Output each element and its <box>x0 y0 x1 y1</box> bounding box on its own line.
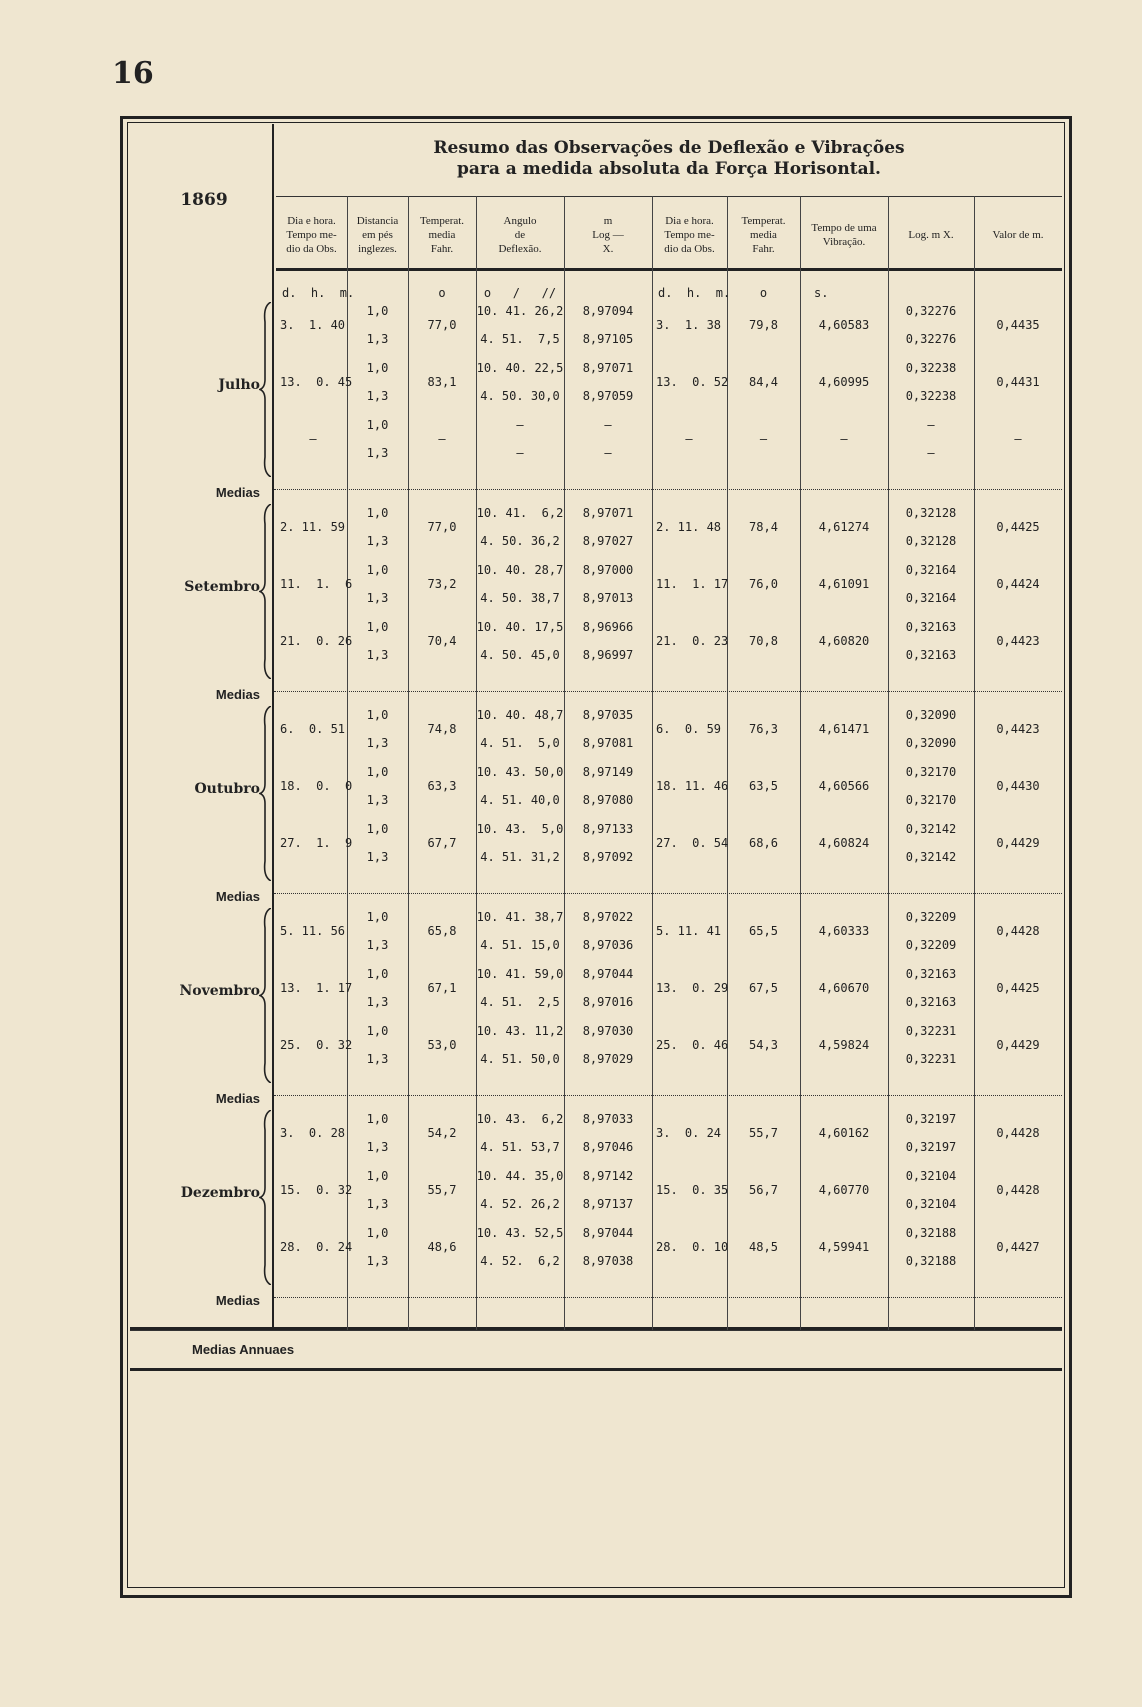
log-value: 8,97137 <box>582 1197 634 1211</box>
log-mx-value: 0,32090 <box>905 708 957 722</box>
temp-value: 67,5 <box>749 981 778 995</box>
angle-value: 4. 51. 40,0 <box>480 793 560 807</box>
column-header <box>974 206 1062 264</box>
log-mx-value: 0,32170 <box>905 765 957 779</box>
angle-value: 10. 43. 52,5 <box>476 1226 564 1240</box>
log-mx-value: 0,32164 <box>905 563 957 577</box>
temp-value: 56,7 <box>749 1183 778 1197</box>
m-value: 0,4430 <box>996 779 1040 793</box>
distance-value: 1,3 <box>366 648 389 662</box>
vibration-time: 4,61091 <box>818 577 870 591</box>
month-label: Setembro <box>184 579 260 595</box>
month-label: Julho <box>218 377 260 393</box>
page-number: 16 <box>112 56 154 91</box>
log-mx-value: 0,32163 <box>905 967 957 981</box>
table-bottom-thick <box>130 1327 1062 1330</box>
column-divider <box>800 196 801 1330</box>
log-value: 8,97016 <box>582 995 634 1009</box>
log-mx-value: 0,32209 <box>905 910 957 924</box>
m-value: 0,4428 <box>996 1183 1040 1197</box>
temp-value: 79,8 <box>749 318 778 332</box>
unit-dhm: d. h. m. <box>658 286 731 300</box>
angle-value: 4. 50. 45,0 <box>480 648 560 662</box>
obs-datetime: 6. 0. 59 <box>656 722 722 736</box>
angle-value: 10. 43. 11,2 <box>476 1024 564 1038</box>
distance-value: 1,0 <box>366 1226 389 1240</box>
column-header <box>727 206 800 264</box>
distance-value: 1,3 <box>366 995 389 1009</box>
column-header-line: dio da Obs. <box>664 243 715 255</box>
distance-value: 1,0 <box>366 418 389 432</box>
obs-datetime: 3. 0. 28 <box>280 1126 346 1140</box>
temp-value: 70,4 <box>427 634 457 648</box>
column-header-line: Deflexão. <box>498 243 542 255</box>
obs-datetime: 21. 0. 23 <box>656 634 729 648</box>
m-value: 0,4429 <box>996 836 1040 850</box>
log-value: 8,97071 <box>582 361 634 375</box>
column-header-line: em pés <box>362 229 393 241</box>
column-header-line: Fahr. <box>752 243 775 255</box>
log-value: 8,97000 <box>582 563 634 577</box>
log-value: 8,96966 <box>582 620 634 634</box>
vibration-time: 4,60670 <box>818 981 870 995</box>
angle-value: 10. 43. 5,0 <box>476 822 564 836</box>
vibration-time: 4,61471 <box>818 722 870 736</box>
distance-value: 1,0 <box>366 1169 389 1183</box>
distance-value: 1,3 <box>366 1197 389 1211</box>
column-header <box>408 206 476 264</box>
distance-value: 1,3 <box>366 1052 389 1066</box>
distance-value: 1,3 <box>366 793 389 807</box>
column-header-line: dio da Obs. <box>286 243 337 255</box>
column-header <box>276 206 347 264</box>
column-header-line: Dia e hora. <box>287 215 336 227</box>
column-header-line: Temperat. <box>419 215 465 227</box>
title-line-2: para a medida absoluta da Força Horisontal. <box>457 159 881 179</box>
medias-dotted-rule <box>274 893 1062 894</box>
log-mx-value: — <box>927 446 935 460</box>
obs-datetime: 11. 1. 17 <box>656 577 729 591</box>
log-value: 8,97059 <box>582 389 634 403</box>
m-value: 0,4425 <box>996 520 1040 534</box>
temp-value: — <box>438 432 446 446</box>
obs-datetime: 28. 0. 24 <box>280 1240 353 1254</box>
log-value: 8,97038 <box>582 1254 634 1268</box>
angle-value: 4. 51. 50,0 <box>480 1052 560 1066</box>
angle-value: 4. 51. 15,0 <box>480 938 560 952</box>
log-mx-value: — <box>927 418 935 432</box>
month-label: Novembro <box>179 983 260 999</box>
header-rule-top <box>276 196 1062 197</box>
distance-value: 1,0 <box>366 620 389 634</box>
log-value: 8,97030 <box>582 1024 634 1038</box>
log-mx-value: 0,32170 <box>905 793 957 807</box>
log-value: 8,97142 <box>582 1169 634 1183</box>
angle-value: 10. 40. 48,7 <box>476 708 564 722</box>
obs-datetime: 25. 0. 32 <box>280 1038 353 1052</box>
obs-datetime: 27. 1. 9 <box>280 836 353 850</box>
table-title <box>276 138 1062 180</box>
distance-value: 1,3 <box>366 446 389 460</box>
log-value: 8,97033 <box>582 1112 634 1126</box>
unit-seconds: s. <box>814 286 829 300</box>
column-header-line: media <box>750 229 777 241</box>
angle-value: 4. 51. 31,2 <box>480 850 560 864</box>
angle-value: 10. 40. 17,5 <box>476 620 564 634</box>
distance-value: 1,0 <box>366 1024 389 1038</box>
column-header-line: Vibração. <box>822 236 866 248</box>
unit-temp: o <box>438 286 446 300</box>
temp-value: 76,3 <box>749 722 778 736</box>
temp-value: 63,3 <box>427 779 457 793</box>
log-value: 8,97022 <box>582 910 634 924</box>
distance-value: 1,0 <box>366 708 389 722</box>
obs-datetime: 5. 11. 56 <box>280 924 346 938</box>
unit-angle: o / // <box>483 286 557 300</box>
medias-dotted-rule <box>274 691 1062 692</box>
obs-datetime: 18. 11. 46 <box>656 779 729 793</box>
distance-value: 1,0 <box>366 304 389 318</box>
temp-value: 65,8 <box>427 924 457 938</box>
log-mx-value: 0,32209 <box>905 938 957 952</box>
temp-value: 65,5 <box>749 924 778 938</box>
m-value: 0,4428 <box>996 1126 1040 1140</box>
log-value: 8,97046 <box>582 1140 634 1154</box>
log-mx-value: 0,32163 <box>905 648 957 662</box>
angle-value: 4. 50. 36,2 <box>480 534 560 548</box>
angle-value: 4. 51. 7,5 <box>480 332 560 346</box>
annual-rule <box>130 1368 1062 1371</box>
distance-value: 1,3 <box>366 332 389 346</box>
temp-value: 55,7 <box>749 1126 778 1140</box>
temp-value: 67,1 <box>427 981 457 995</box>
temp-value: 84,4 <box>749 375 778 389</box>
log-mx-value: 0,32276 <box>905 304 957 318</box>
obs-datetime: 15. 0. 32 <box>280 1183 353 1197</box>
obs-datetime: 25. 0. 46 <box>656 1038 729 1052</box>
obs-datetime: 28. 0. 10 <box>656 1240 729 1254</box>
angle-value: 10. 44. 35,0 <box>476 1169 564 1183</box>
log-value: 8,97149 <box>582 765 634 779</box>
angle-value: 4. 51. 2,5 <box>480 995 560 1009</box>
unit-dhm: d. h. m. <box>282 286 355 300</box>
temp-value: 63,5 <box>749 779 778 793</box>
m-value: 0,4435 <box>996 318 1040 332</box>
temp-value: 54,3 <box>749 1038 778 1052</box>
temp-value: 78,4 <box>749 520 778 534</box>
angle-value: 4. 52. 26,2 <box>480 1197 560 1211</box>
column-header <box>476 206 564 264</box>
column-header-line: inglezes. <box>358 243 397 255</box>
vibration-time: 4,60770 <box>818 1183 870 1197</box>
temp-value: — <box>759 432 768 446</box>
angle-value: — <box>516 446 524 460</box>
obs-datetime: — <box>309 432 317 446</box>
angle-value: 10. 41. 38,7 <box>476 910 564 924</box>
obs-datetime: 3. 1. 38 <box>656 318 722 332</box>
obs-datetime: 13. 1. 17 <box>280 981 353 995</box>
angle-value: 10. 40. 22,5 <box>476 361 564 375</box>
year-label: 1869 <box>180 190 228 210</box>
log-value: 8,97013 <box>582 591 634 605</box>
medias-label: Medias <box>215 485 260 500</box>
angle-value: 10. 40. 28,7 <box>476 563 564 577</box>
distance-value: 1,3 <box>366 736 389 750</box>
column-header-line: Tempo de uma <box>811 222 877 234</box>
column-header-line: Log — <box>592 229 624 241</box>
log-value: 8,97036 <box>582 938 634 952</box>
log-value: 8,97027 <box>582 534 634 548</box>
medias-label: Medias <box>215 1293 260 1308</box>
medias-label: Medias <box>215 889 260 904</box>
log-mx-value: 0,32197 <box>905 1140 957 1154</box>
temp-value: 76,0 <box>749 577 778 591</box>
log-mx-value: 0,32197 <box>905 1112 957 1126</box>
month-label: Dezembro <box>180 1185 260 1201</box>
distance-value: 1,0 <box>366 563 389 577</box>
temp-value: 73,2 <box>427 577 457 591</box>
temp-value: 48,5 <box>749 1240 778 1254</box>
medias-dotted-rule <box>274 489 1062 490</box>
m-value: 0,4428 <box>996 924 1040 938</box>
log-value: 8,97133 <box>582 822 634 836</box>
vibration-time: 4,60333 <box>818 924 870 938</box>
temp-value: 67,7 <box>427 836 457 850</box>
header-rule-bottom <box>276 268 1062 271</box>
vibration-time: — <box>840 432 848 446</box>
obs-datetime: 13. 0. 52 <box>656 375 729 389</box>
log-mx-value: 0,32090 <box>905 736 957 750</box>
month-brace <box>259 908 271 1083</box>
medias-label: Medias <box>215 1091 260 1106</box>
unit-temp: o <box>759 286 768 300</box>
month-brace <box>259 504 271 679</box>
column-header-line: de <box>514 229 526 241</box>
log-mx-value: 0,32163 <box>905 995 957 1009</box>
log-value: 8,97105 <box>582 332 634 346</box>
log-value: 8,97092 <box>582 850 634 864</box>
column-header-line: Distancia <box>356 215 399 227</box>
distance-value: 1,0 <box>366 506 389 520</box>
column-header-line: Valor de m. <box>992 229 1044 241</box>
m-value: — <box>1014 432 1022 446</box>
column-header-line: Log. m X. <box>908 229 954 241</box>
column-header-line: media <box>428 229 456 241</box>
medias-dotted-rule <box>274 1297 1062 1298</box>
temp-value: 77,0 <box>427 520 457 534</box>
vibration-time: 4,60162 <box>818 1126 870 1140</box>
column-divider <box>652 196 653 1330</box>
vibration-time: 4,59824 <box>818 1038 870 1052</box>
obs-datetime: 3. 0. 24 <box>656 1126 722 1140</box>
distance-value: 1,3 <box>366 591 389 605</box>
vibration-time: 4,59941 <box>818 1240 870 1254</box>
column-header <box>347 206 408 264</box>
log-value: 8,97071 <box>582 506 634 520</box>
log-value: 8,97044 <box>582 967 634 981</box>
angle-value: 4. 50. 30,0 <box>480 389 560 403</box>
column-header-line: Dia e hora. <box>665 215 714 227</box>
vibration-time: 4,60583 <box>818 318 870 332</box>
angle-value: 4. 51. 5,0 <box>480 736 560 750</box>
temp-value: 70,8 <box>749 634 778 648</box>
log-mx-value: 0,32128 <box>905 506 957 520</box>
angle-value: 10. 43. 50,0 <box>476 765 564 779</box>
column-divider <box>727 196 728 1330</box>
temp-value: 74,8 <box>427 722 457 736</box>
temp-value: 53,0 <box>427 1038 457 1052</box>
month-brace <box>259 1110 271 1285</box>
angle-value: 10. 41. 59,0 <box>476 967 564 981</box>
obs-datetime: 15. 0. 35 <box>656 1183 729 1197</box>
column-header <box>564 206 652 264</box>
temp-value: 54,2 <box>427 1126 457 1140</box>
m-value: 0,4431 <box>996 375 1040 389</box>
column-header-line: Angulo <box>503 215 537 227</box>
distance-value: 1,3 <box>366 1140 389 1154</box>
column-header <box>800 206 888 264</box>
log-mx-value: 0,32238 <box>905 361 957 375</box>
distance-value: 1,0 <box>366 822 389 836</box>
distance-value: 1,3 <box>366 850 389 864</box>
m-value: 0,4427 <box>996 1240 1040 1254</box>
angle-value: 10. 41. 26,2 <box>476 304 564 318</box>
m-value: 0,4423 <box>996 722 1040 736</box>
obs-datetime: 27. 0. 54 <box>656 836 729 850</box>
obs-datetime: 18. 0. 0 <box>280 779 353 793</box>
obs-datetime: 2. 11. 48 <box>656 520 722 534</box>
angle-value: 10. 41. 6,2 <box>476 506 564 520</box>
obs-datetime: — <box>685 432 693 446</box>
column-header <box>888 206 974 264</box>
distance-value: 1,3 <box>366 938 389 952</box>
log-value: 8,97044 <box>582 1226 634 1240</box>
obs-datetime: 13. 0. 45 <box>280 375 353 389</box>
log-mx-value: 0,32231 <box>905 1024 957 1038</box>
temp-value: 83,1 <box>427 375 457 389</box>
temp-value: 48,6 <box>427 1240 457 1254</box>
table-bottom-rule <box>130 1330 1062 1331</box>
m-value: 0,4425 <box>996 981 1040 995</box>
log-mx-value: 0,32163 <box>905 620 957 634</box>
log-mx-value: 0,32104 <box>905 1169 957 1183</box>
distance-value: 1,0 <box>366 361 389 375</box>
obs-datetime: 21. 0. 26 <box>280 634 353 648</box>
vibration-time: 4,61274 <box>818 520 870 534</box>
temp-value: 77,0 <box>427 318 457 332</box>
obs-datetime: 13. 0. 29 <box>656 981 729 995</box>
distance-value: 1,3 <box>366 534 389 548</box>
log-mx-value: 0,32128 <box>905 534 957 548</box>
column-header-line: Fahr. <box>430 243 454 255</box>
obs-datetime: 6. 0. 51 <box>280 722 346 736</box>
column-header-line: m <box>603 215 613 227</box>
m-value: 0,4423 <box>996 634 1040 648</box>
log-value: 8,97035 <box>582 708 634 722</box>
m-value: 0,4424 <box>996 577 1040 591</box>
month-brace <box>259 302 271 477</box>
temp-value: 55,7 <box>427 1183 457 1197</box>
angle-value: 4. 52. 6,2 <box>480 1254 560 1268</box>
angle-value: 4. 51. 53,7 <box>480 1140 560 1154</box>
vibration-time: 4,60824 <box>818 836 870 850</box>
log-mx-value: 0,32142 <box>905 822 957 836</box>
log-mx-value: 0,32231 <box>905 1052 957 1066</box>
column-header-line: X. <box>602 243 614 255</box>
month-brace <box>259 706 271 881</box>
log-value: 8,97029 <box>582 1052 634 1066</box>
vibration-time: 4,60566 <box>818 779 870 793</box>
angle-value: — <box>516 418 524 432</box>
log-value: 8,97080 <box>582 793 634 807</box>
vibration-time: 4,60820 <box>818 634 870 648</box>
angle-value: 4. 50. 38,7 <box>480 591 560 605</box>
column-divider <box>408 196 409 1330</box>
obs-datetime: 2. 11. 59 <box>280 520 346 534</box>
log-value: — <box>604 418 612 432</box>
obs-datetime: 3. 1. 40 <box>280 318 346 332</box>
log-mx-value: 0,32104 <box>905 1197 957 1211</box>
temp-value: 68,6 <box>749 836 778 850</box>
angle-value: 10. 43. 6,2 <box>476 1112 564 1126</box>
column-header-line: Tempo me- <box>286 229 337 241</box>
distance-value: 1,0 <box>366 910 389 924</box>
label-column-divider <box>272 124 274 1330</box>
log-mx-value: 0,32188 <box>905 1254 957 1268</box>
obs-datetime: 5. 11. 41 <box>656 924 722 938</box>
distance-value: 1,3 <box>366 389 389 403</box>
column-header <box>652 206 727 264</box>
column-header-line: Tempo me- <box>664 229 715 241</box>
log-value: 8,97081 <box>582 736 634 750</box>
medias-annuaes-label: Medias Annuaes <box>192 1342 295 1357</box>
m-value: 0,4429 <box>996 1038 1040 1052</box>
month-label: Outubro <box>194 781 260 797</box>
distance-value: 1,0 <box>366 967 389 981</box>
log-value: 8,96997 <box>582 648 634 662</box>
column-divider <box>974 196 975 1330</box>
medias-dotted-rule <box>274 1095 1062 1096</box>
distance-value: 1,3 <box>366 1254 389 1268</box>
vibration-time: 4,60995 <box>818 375 870 389</box>
title-line-1: Resumo das Observações de Deflexão e Vibrações <box>433 138 905 158</box>
log-mx-value: 0,32142 <box>905 850 957 864</box>
distance-value: 1,0 <box>366 1112 389 1126</box>
log-value: 8,97094 <box>582 304 634 318</box>
column-header-line: Temperat. <box>741 215 786 227</box>
log-mx-value: 0,32276 <box>905 332 957 346</box>
log-value: — <box>604 446 612 460</box>
log-mx-value: 0,32238 <box>905 389 957 403</box>
log-mx-value: 0,32164 <box>905 591 957 605</box>
obs-datetime: 11. 1. 6 <box>280 577 353 591</box>
distance-value: 1,0 <box>366 765 389 779</box>
log-mx-value: 0,32188 <box>905 1226 957 1240</box>
medias-label: Medias <box>215 687 260 702</box>
